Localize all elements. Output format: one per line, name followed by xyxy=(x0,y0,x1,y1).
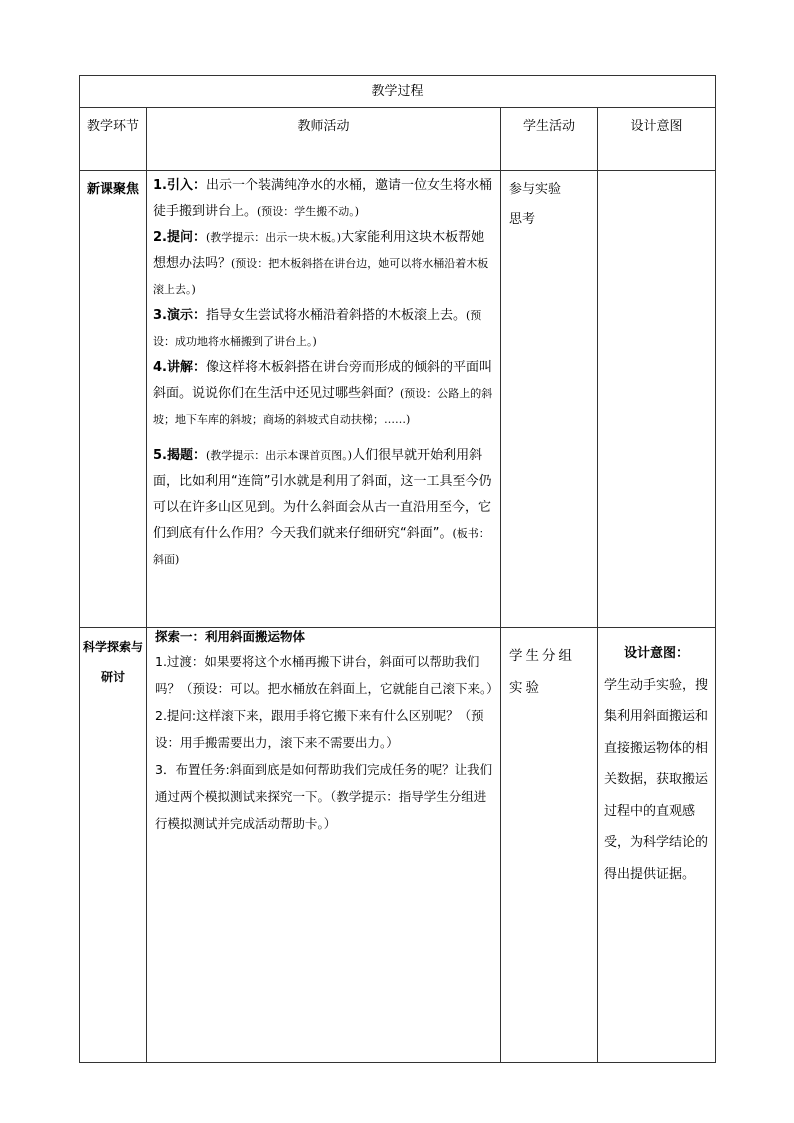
header-stage: 教学环节 xyxy=(86,119,139,134)
header-teacher: 教师活动 xyxy=(297,119,350,134)
intro-step-2: 2.提问：(教学提示：出示一块木板。)大家能利用这块木板帮她想想办法吗？(预设：把木板斜搭在讲台边，她可以将水桶沿着木板滚上去。) xyxy=(153,230,489,296)
table-title: 教学过程 xyxy=(80,76,716,108)
stage-label-explore: 科学探索与研讨 xyxy=(82,640,143,684)
intro-step-1: 1.引入：出示一个装满纯净水的水桶，邀请一位女生将水桶徒手搬到讲台上。(预设：学生搬不动。) xyxy=(153,178,492,219)
explore-paragraph-1: 1.过渡：如果要将这个水桶再搬下讲台，斜面可以帮助我们吗？（预设：可以。把水桶放在斜面上，它就能自己滚下来。） xyxy=(155,654,499,696)
student-line-2: 思考 xyxy=(509,212,536,227)
table-title-row xyxy=(80,76,716,108)
design-intent-intro xyxy=(598,171,716,628)
stage-label-intro: 新课聚焦 xyxy=(86,182,139,197)
student-activity-intro xyxy=(501,171,597,235)
design-intent-title: 设计意图： xyxy=(624,646,690,661)
header-design: 设计意图 xyxy=(630,119,683,134)
table-header-row xyxy=(80,108,716,171)
teacher-activity-intro xyxy=(147,171,500,573)
teacher-activity-explore xyxy=(147,628,500,837)
table-row-intro xyxy=(80,171,716,628)
intro-step-5: 5.揭题：(教学提示：出示本课首页图。)人们很早就开始利用斜面，比如利用“连筒”引水就是利用了斜面，这一工具至今仍可以在许多山区见到。为什么斜面会从古一直沿用至今，它们到底有什么作用？今天我们就来仔细研究“斜面”。(板书：斜面) xyxy=(153,448,492,566)
explore-topic: 探索一：利用斜面搬运物体 xyxy=(155,629,306,644)
student-activity-explore: 学生分组实验 xyxy=(509,648,575,696)
lesson-process-table xyxy=(79,75,716,1063)
intro-step-3: 3.演示：指导女生尝试将水桶沿着斜搭的木板滚上去。(预设：成功地将水桶搬到了讲台上。) xyxy=(153,308,482,348)
design-intent-text: 学生动手实验，搜集利用斜面搬运和直接搬运物体的相关数据，获取搬运过程中的直观感受，为科学结论的得出提供证据。 xyxy=(604,677,709,882)
table-row-explore xyxy=(80,628,716,1063)
explore-paragraph-2: 2.提问:这样滚下来，跟用手将它搬下来有什么区别呢？（预设：用手搬需要出力，滚下来不需要出力。） xyxy=(155,708,484,750)
intro-step-4: 4.讲解：像这样将木板斜搭在讲台旁而形成的倾斜的平面叫斜面。说说你们在生活中还见过哪些斜面？(预设：公路上的斜坡；地下车库的斜坡；商场的斜坡式自动扶梯；……) xyxy=(153,360,493,426)
student-line-1: 参与实验 xyxy=(509,182,562,197)
design-intent-explore xyxy=(598,628,715,890)
explore-paragraph-3: 3．布置任务:斜面到底是如何帮助我们完成任务的呢？让我们通过两个模拟测试来探究一下。（教学提示：指导学生分组进行模拟测试并完成活动帮助卡。） xyxy=(155,762,493,831)
header-student: 学生活动 xyxy=(522,119,575,134)
